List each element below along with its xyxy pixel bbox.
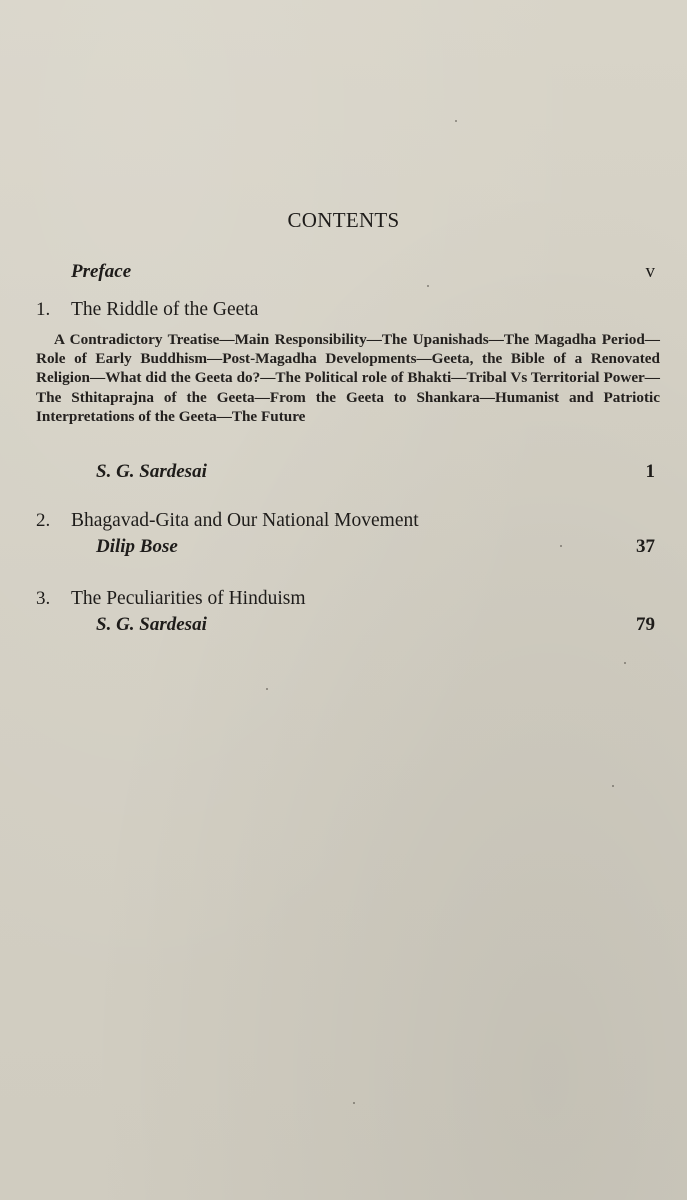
paper-speck bbox=[624, 662, 626, 664]
entry-1-number: 1. bbox=[36, 299, 51, 320]
paper-speck bbox=[266, 688, 268, 690]
entry-3-number: 3. bbox=[36, 588, 51, 609]
entry-2-page-number: 37 bbox=[636, 536, 655, 557]
entry-3-title-row bbox=[0, 588, 687, 614]
paper-speck bbox=[353, 1102, 355, 1104]
entry-3-title: The Peculiarities of Hinduism bbox=[71, 588, 306, 609]
entry-1-author: S. G. Sardesai bbox=[96, 461, 207, 482]
entry-2-title-row bbox=[0, 510, 687, 536]
paper-speck bbox=[455, 120, 457, 122]
entry-1-summary: A Contradictory Treatise—Main Responsibility—The Upanishads—The Magadha Period—Role of Early Buddhism—Post-Magadha Developments—Geeta, the Bible of a Renovated Religion—What did the Geeta do?—The Political role of Bhakti—Tribal Vs Territorial Power—The Sthitaprajna of the Geeta—From the Geeta to Shankara—Humanist and Patriotic Interpretations of the Geeta—The Future bbox=[36, 331, 660, 425]
entry-3-author: S. G. Sardesai bbox=[96, 614, 207, 635]
entry-3-page-number: 79 bbox=[636, 614, 655, 635]
preface-page-number: v bbox=[645, 261, 655, 282]
entry-1-title-row bbox=[0, 299, 687, 325]
entry-1-title: The Riddle of the Geeta bbox=[71, 299, 259, 320]
preface-label: Preface bbox=[71, 261, 132, 282]
entry-2-author: Dilip Bose bbox=[96, 536, 178, 557]
paper-speck bbox=[612, 785, 614, 787]
entry-3-author-row bbox=[0, 614, 687, 640]
contents-heading: CONTENTS bbox=[287, 208, 400, 232]
entry-2-title: Bhagavad-Gita and Our National Movement bbox=[71, 510, 419, 531]
entry-1-page-number: 1 bbox=[645, 461, 655, 482]
entry-2-author-row bbox=[0, 536, 687, 562]
paper-speck bbox=[560, 545, 562, 547]
entry-2-number: 2. bbox=[36, 510, 51, 531]
paper-speck bbox=[427, 285, 429, 287]
preface-row bbox=[0, 261, 687, 287]
entry-1-author-row bbox=[0, 461, 687, 487]
